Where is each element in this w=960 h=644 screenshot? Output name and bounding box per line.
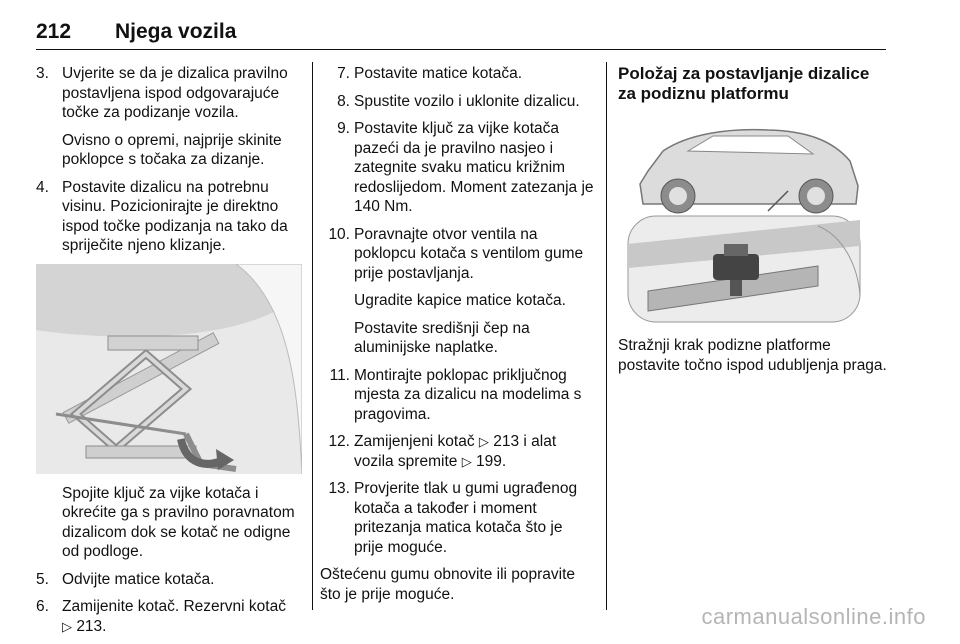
figure-caption: Stražnji krak podizne platforme postavite točno ispod udubljenja praga. (618, 337, 887, 374)
step-text: Montirajte poklopac priključnog mjesta za dizalicu na modelima s pragovima. (354, 366, 582, 423)
step-number: 3. (36, 65, 49, 82)
column-divider-1 (312, 62, 313, 610)
step-number: 9. (337, 120, 350, 137)
step-text: Postavite dizalicu na potrebnu visinu. Pozicionirajte je direktno ispod točke podizanja na tako da spriječite njeno klizanje. (62, 178, 288, 254)
step-6 (36, 597, 302, 636)
step-text: Zamijenite kotač. Rezervni kotač (62, 598, 286, 615)
closing-note: Oštećenu gumu obnovite ili popravite što je prije moguće. (320, 566, 576, 603)
section-heading: Položaj za postavljanje dizalice za podiznu platformu (618, 64, 870, 103)
lift-point-illustration (618, 116, 868, 326)
step-9 (320, 119, 596, 217)
step-3 (36, 64, 302, 123)
step-number: 7. (337, 65, 350, 82)
page-reference[interactable]: 199. (476, 452, 507, 470)
step-number: 5. (36, 570, 49, 588)
step-4 (36, 178, 302, 256)
header-rule (36, 49, 886, 50)
step-number: 4. (36, 178, 49, 196)
step-number: 13. (328, 480, 350, 497)
jack-illustration (36, 264, 302, 474)
step-3-note: Ovisno o opremi, najprije skinite poklopce s točaka za dizanje. (62, 131, 282, 168)
column-1 (36, 64, 302, 644)
step-number: 8. (337, 92, 350, 110)
reference-arrow-icon: ▷ (478, 434, 489, 449)
step-text: Postavite matice kotača. (354, 65, 522, 82)
step-7 (320, 64, 596, 84)
step-text: Zamijenjeni kotač (354, 433, 475, 450)
column-divider-2 (606, 62, 607, 610)
step-5 (36, 570, 302, 590)
step-12 (320, 432, 596, 471)
column-3 (618, 64, 890, 383)
watermark: carmanualsonline.info (701, 604, 926, 629)
step-11 (320, 366, 596, 425)
reference-arrow-icon: ▷ (461, 453, 472, 469)
page-header (0, 0, 960, 52)
step-number: 10. (328, 225, 350, 243)
column-2 (320, 64, 596, 612)
step-text: Poravnajte otvor ventila na poklopcu kotača s ventilom gume prije postavljanja. (354, 225, 584, 282)
step-text: Provjerite tlak u gumi ugrađenog kotača a također i moment pritezanja matica kotača što je prije moguće. (354, 480, 578, 556)
step-10-note-1: Ugradite kapice matice kotača. (354, 292, 566, 309)
reference-arrow-icon: ▷ (62, 618, 72, 634)
step-13 (320, 479, 596, 557)
step-number: 6. (36, 598, 49, 615)
step-number: 12. (328, 433, 350, 450)
step-text: Spustite vozilo i uklonite dizalicu. (354, 92, 580, 110)
page-number: 212 (36, 20, 72, 43)
page-reference[interactable]: 213 i alat vozila spremite (354, 433, 557, 470)
page-reference[interactable]: 213. (76, 617, 107, 635)
step-10-note-2: Postavite središnji čep na aluminijske naplatke. (354, 319, 530, 356)
step-10 (320, 225, 596, 284)
step-8 (320, 92, 596, 112)
step-4-note: Spojite ključ za vijke kotača i okrećite ga s pravilno poravnatom dizalicom dok se kotač ne odigne od podloge. (62, 484, 295, 560)
step-text: Odvijte matice kotača. (62, 570, 215, 588)
step-text: Uvjerite se da je dizalica pravilno postavljena ispod odgovarajuće točke za podizanje vozila. (62, 65, 288, 121)
step-number: 11. (329, 366, 350, 384)
chapter-title: Njega vozila (115, 20, 237, 43)
step-text: Postavite ključ za vijke kotača pazeći da je pravilno nasjeo i zategnite svaku maticu križnim redoslijedom. Moment zatezanja je 140 Nm. (354, 120, 594, 215)
